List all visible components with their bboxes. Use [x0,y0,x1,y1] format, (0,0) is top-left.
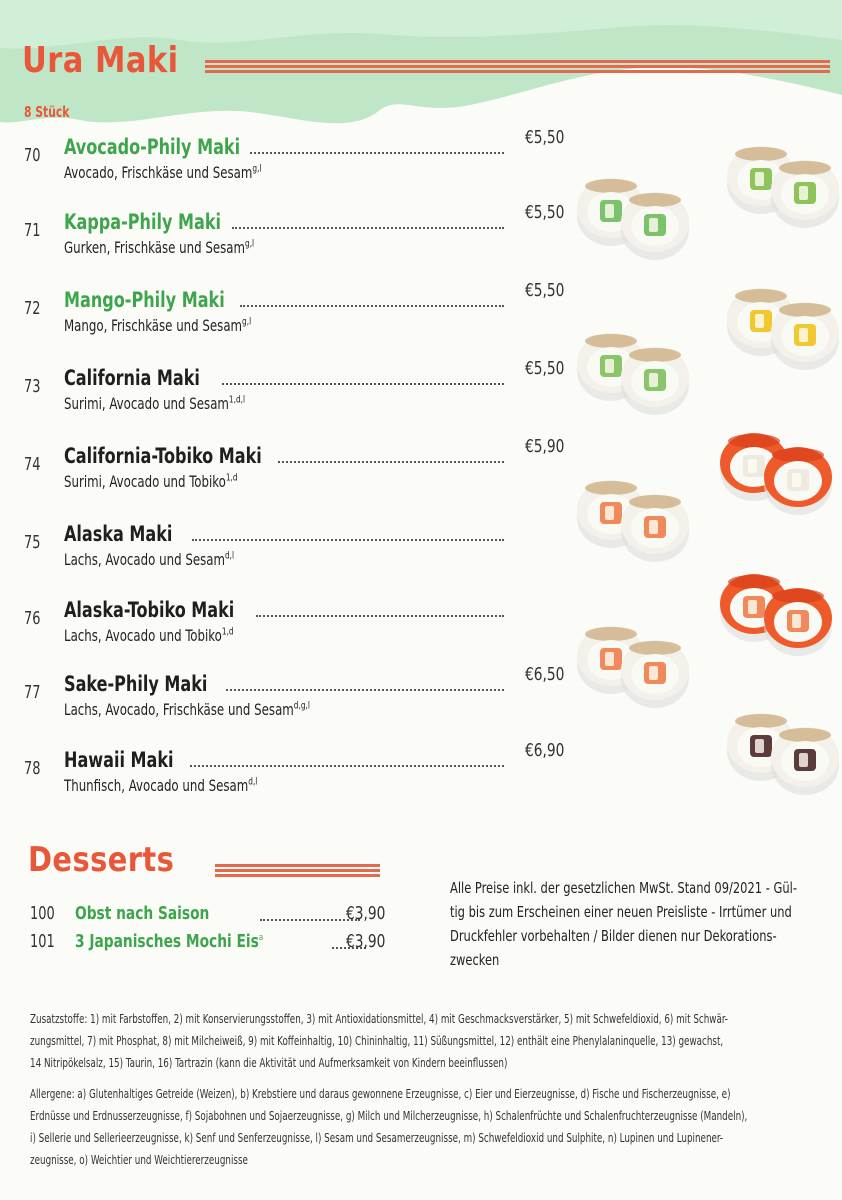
menu-item [24,740,564,808]
item-name: Kappa-Phily Maki [64,210,222,234]
item-number: 78 [24,758,41,779]
item-number: 75 [24,532,41,553]
item-price: €5,50 [524,202,564,223]
dessert-name: 3 Japanisches Mochi Eis$^a$ [75,931,264,952]
dessert-number: 100 [30,903,55,924]
california-roll-image [575,315,695,425]
additives-notice: Zusatzstoffe: 1) mit Farbstoffen, 2) mit Konservierungsstoffen, 3) mit Antioxidationsmittel, 4) mit Geschmacksverstärker, 5) mit Schwefeldioxid, 6) mit Schwär- zungsmittel, 7) mit Phosphat, 8) mit Milcheiweiß, 9) mit Koffeinhaltig, 10) Chininhaltig, 11) Süßungsmittel, 12) enthält eine Phenylalaninquelle, 13) gewachst, 14 Nitripökelsalz, 15) Taurin, 16) Tartrazin (kann die Aktivität und Aufmerksamkeit von Kindern beeinflussen) [30,1011,728,1070]
avocado-phily-roll-image [575,160,695,270]
item-number: 72 [24,298,41,319]
item-price: €5,50 [524,358,564,379]
leader-dots [250,152,504,154]
mango-phily-roll-image [725,270,842,380]
item-number: 70 [24,145,41,166]
item-description: Lachs, Avocado, Frischkäse und Sesam$^{d,g,l}$ [64,700,310,719]
menu-item [24,127,564,195]
leader-dots [226,689,504,691]
item-description: Mango, Frischkäse und Sesam$^{g,l}$ [64,316,252,335]
item-number: 73 [24,376,41,397]
page-title: Ura Maki [22,40,179,81]
leader-dots [192,539,504,541]
dessert-item [30,931,385,955]
leader-dots [278,461,504,463]
item-name: Mango-Phily Maki [64,288,225,312]
price-notice: Alle Preise inkl. der gesetzlichen MwSt. Stand 09/2021 - Gül- tig bis zum Erscheinen einer neuen Preisliste - Irrtümer und Druckfehler vorbehalten / Bilder dienen nur Dekorations- zwecken [450,879,797,969]
item-price: €6,90 [524,740,564,761]
menu-item [24,664,564,732]
piece-count: 8 Stück [24,103,70,121]
dessert-name: Obst nach Saison [75,903,210,924]
alaska-tobiko-roll-image [718,556,838,666]
leader-dots [190,765,504,767]
item-name: Avocado-Phily Maki [64,135,241,159]
sake-phily-roll-image [575,608,695,718]
menu-item [24,522,564,582]
kappa-phily-roll-image [725,128,842,238]
title-stripes [205,60,830,74]
item-number: 71 [24,220,41,241]
item-price: €5,50 [524,127,564,148]
menu-item [24,436,564,504]
leader-dots [240,305,504,307]
item-description: Avocado, Frischkäse und Sesam$^{g,l}$ [64,163,262,182]
item-number: 74 [24,454,41,475]
leader-dots [232,227,504,229]
alaska-roll-image [575,462,695,572]
dessert-number: 101 [30,931,55,952]
item-name: Alaska Maki [64,522,173,546]
item-name: Hawaii Maki [64,748,174,772]
hawaii-roll-image [725,695,842,805]
item-name: Alaska-Tobiko Maki [64,598,235,622]
item-description: Surimi, Avocado und Tobiko$^{1,d}$ [64,472,238,491]
dessert-item [30,903,385,927]
leader-dots [256,615,504,617]
item-name: California-Tobiko Maki [64,444,262,468]
desserts-title: Desserts [28,840,175,880]
item-description: Lachs, Avocado und Sesam$^{d,l}$ [64,550,235,569]
item-description: Gurken, Frischkäse und Sesam$^{g,l}$ [64,238,255,257]
item-description: Lachs, Avocado und Tobiko$^{1,d}$ [64,626,234,645]
california-tobiko-roll-image [718,415,838,525]
leader-dots [222,383,504,385]
menu-item [24,202,564,270]
item-description: Thunfisch, Avocado und Sesam$^{d,l}$ [64,776,258,795]
item-price: €5,50 [524,280,564,301]
menu-item [24,358,564,426]
item-name: California Maki [64,366,200,390]
allergens-notice: Allergene: a) Glutenhaltiges Getreide (Weizen), b) Krebstiere und daraus gewonnene Erzeugnisse, c) Eier und Eierzeugnisse, d) Fische und Fischerzeugnisse, e) Erdnüsse und Erdnusserzeugnisse, f) Sojabohnen und Sojaerzeugnisse, g) Milch und Milcherzeugnisse, h) Schalenfrüchte und Schalenfruchterzeugnisse (Mandeln), i) Sellerie und Sellerieerzeugnisse, k) Senf und Senferzeugnisse, l) Sesam und Sesamerzeugnisse, m) Schwefeldioxid und Sulphite, n) Lupinen und Lupinener- zeugnisse, o) Weichtier und Weichtiererzeugnisse [30,1086,748,1167]
item-description: Surimi, Avocado und Sesam$^{1,d,l}$ [64,394,246,413]
item-number: 76 [24,608,41,629]
item-name: Sake-Phily Maki [64,672,208,696]
item-price: €6,50 [524,664,564,685]
menu-item [24,598,564,658]
item-price: €5,90 [524,436,564,457]
dessert-price: €3,90 [345,903,385,924]
dessert-price: €3,90 [345,931,385,952]
menu-item [24,280,564,348]
item-number: 77 [24,682,41,703]
desserts-stripes [215,864,380,878]
